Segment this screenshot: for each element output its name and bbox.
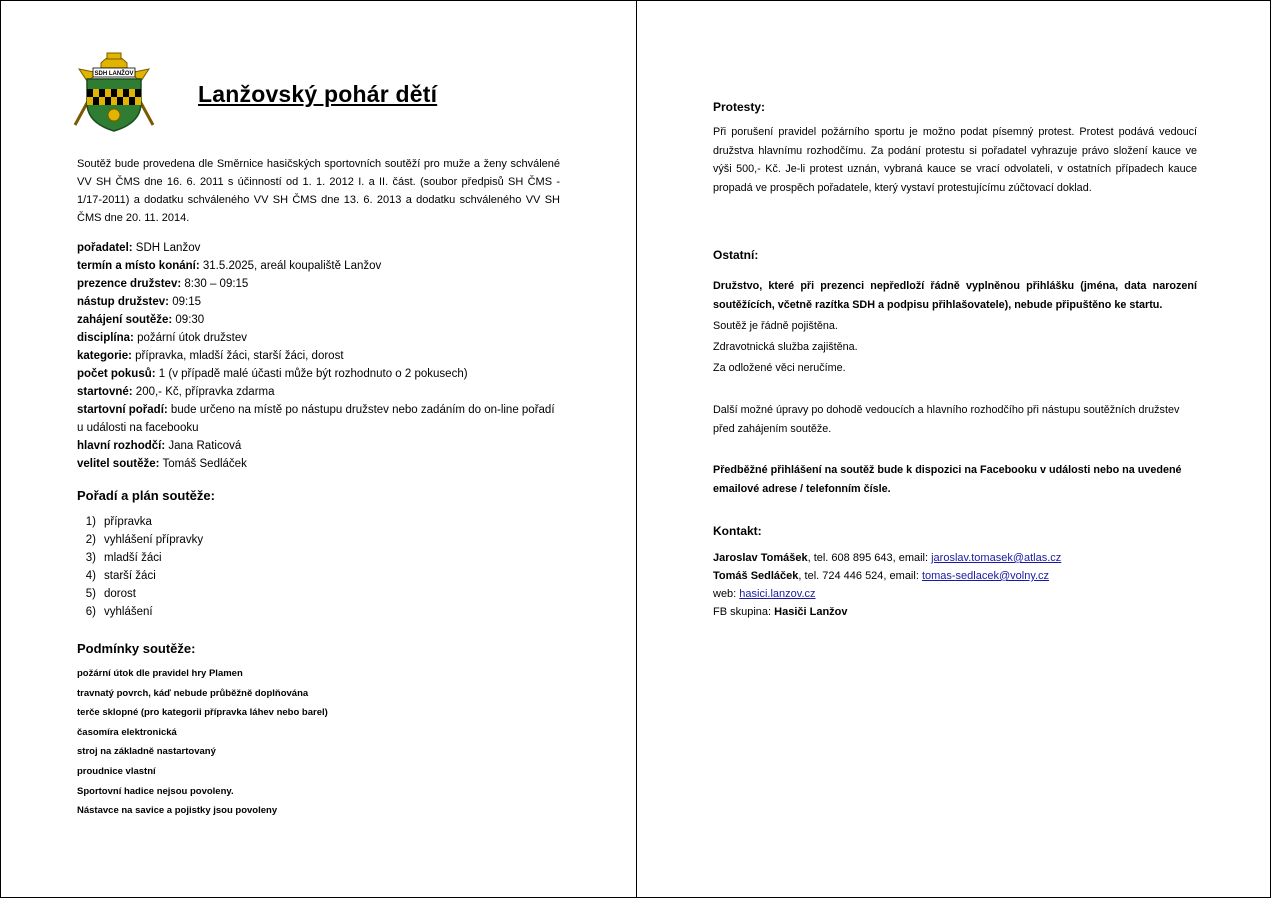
info-row: startovné: 200,- Kč, přípravka zdarma [77, 386, 275, 398]
info-row: nástup družstev: 09:15 [77, 296, 201, 308]
email-link[interactable]: jaroslav.tomasek@atlas.cz [931, 552, 1062, 564]
list-item: 2) vyhlášení přípravky [85, 534, 204, 546]
fb-row: FB skupina: Hasiči Lanžov [713, 606, 848, 618]
info-row: velitel soutěže: Tomáš Sedláček [77, 458, 247, 470]
conditions-heading: Podmínky soutěže: [77, 641, 196, 656]
list-item: 4) starší žáci [85, 570, 156, 582]
contact-heading: Kontakt: [713, 524, 762, 538]
web-row: web: hasici.lanzov.cz [713, 588, 816, 600]
document-page-right [636, 0, 1271, 898]
info-list [77, 239, 577, 473]
other-more-paragraph: Další možné úpravy po dohodě vedoucích a hlavního rozhodčího při nástupu soutěžních družstev před zahájením soutěže. [713, 404, 1180, 435]
email-link[interactable]: tomas-sedlacek@volny.cz [921, 570, 1050, 582]
list-item: časomíra elektronická [77, 726, 177, 738]
list-item: travnatý povrch, káď nebude průběžně doplňována [77, 687, 309, 699]
list-item: proudnice vlastní [77, 765, 156, 777]
list-item: 6) vyhlášení [85, 606, 153, 618]
info-row: termín a místo konání: 31.5.2025, areál koupaliště Lanžov [77, 260, 382, 272]
preregistration-paragraph: Předběžné přihlášení na soutěž bude k dispozici na Facebooku v události nebo na uvedené emailové adrese / telefonním čísle. [713, 464, 1182, 495]
web-link[interactable]: hasici.lanzov.cz [739, 588, 816, 600]
info-row: zahájení soutěže: 09:30 [77, 314, 205, 326]
list-item: požární útok dle pravidel hry Plamen [77, 668, 243, 679]
other-heading: Ostatní: [713, 248, 759, 262]
contact-list [713, 549, 1061, 621]
contact-row: Tomáš Sedláček, tel. 724 446 524, email: tomas-sedlacek@volny.cz [713, 570, 1050, 582]
conditions-list [77, 664, 328, 821]
list-item: 3) mladší žáci [85, 552, 162, 564]
info-row: pořadatel: SDH Lanžov [77, 242, 201, 254]
info-row: počet pokusů: 1 (v případě malé účasti může být rozhodnuto o 2 pokusech) [77, 368, 468, 380]
contact-row: Jaroslav Tomášek, tel. 608 895 643, email: jaroslav.tomasek@atlas.cz [713, 552, 1062, 564]
info-row: kategorie: přípravka, mladší žáci, starší žáci, dorost [77, 350, 344, 362]
other-lines [713, 317, 858, 380]
sdh-lanzov-logo [69, 51, 159, 133]
list-item: 5) dorost [85, 588, 136, 600]
info-row: prezence družstev: 8:30 – 09:15 [77, 278, 249, 290]
list-item: Nástavce na savice a pojistky jsou povoleny [77, 805, 278, 817]
info-row: startovní pořadí: bude určeno na místě po nástupu družstev nebo zadáním do on-line pořadí [77, 404, 555, 416]
info-row: disciplína: požární útok družstev [77, 332, 248, 344]
list-item: Sportovní hadice nejsou povoleny. [77, 785, 234, 797]
list-item: terče sklopné (pro kategorii přípravka láhev nebo barel) [77, 707, 328, 719]
info-row: u události na facebooku [77, 422, 199, 434]
list-item: 1) přípravka [85, 516, 152, 528]
document-page-left [0, 0, 637, 898]
list-item: Soutěž je řádně pojištěna. [713, 320, 838, 332]
plan-heading: Pořadí a plán soutěže: [77, 488, 215, 503]
intro-paragraph: Soutěž bude provedena dle Směrnice hasičských sportovních soutěží pro muže a ženy schválené VV SH ČMS dne 16. 6. 2011 s účinností od 1. 1. 2012 I. a II. část. (soubor předpisů SH ČMS - 1/17-2011) a dodatku schváleného VV SH ČMS dne 13. 6. 2013 a dodatku schváleného VV SH ČMS dne 20. 11. 2014. [77, 158, 560, 224]
logo-text: SDH LANŽOV [94, 71, 134, 77]
other-bold-paragraph: Družstvo, které při prezenci nepředloží řádně vyplněnou přihlášku (jména, data narození soutěžících, včetně razítka SDH a podpisu přihlašovatele), nebude připuštěno ke startu. [713, 280, 1197, 311]
protest-paragraph: Při porušení pravidel požárního sportu je možno podat písemný protest. Protest podává vedoucí družstva hlavnímu rozhodčímu. Za podání protestu si pořadatel vyhrazuje právo složení kauce ve výši 500,- Kč. Je-li protest uznán, vybraná kauce se vrací odvolateli, v ostatních případech kauce propadá ve prospěch pořadatele, který vystaví protestujícímu zúčtovací doklad. [713, 126, 1197, 194]
protest-heading: Protesty: [713, 100, 766, 114]
page-title: Lanžovský pohár dětí [198, 81, 438, 107]
list-item: Za odložené věci neručíme. [713, 362, 846, 374]
plan-list [71, 513, 203, 621]
list-item: stroj na základně nastartovaný [77, 746, 216, 758]
info-row: hlavní rozhodčí: Jana Raticová [77, 440, 242, 452]
list-item: Zdravotnická služba zajištěna. [713, 341, 858, 353]
